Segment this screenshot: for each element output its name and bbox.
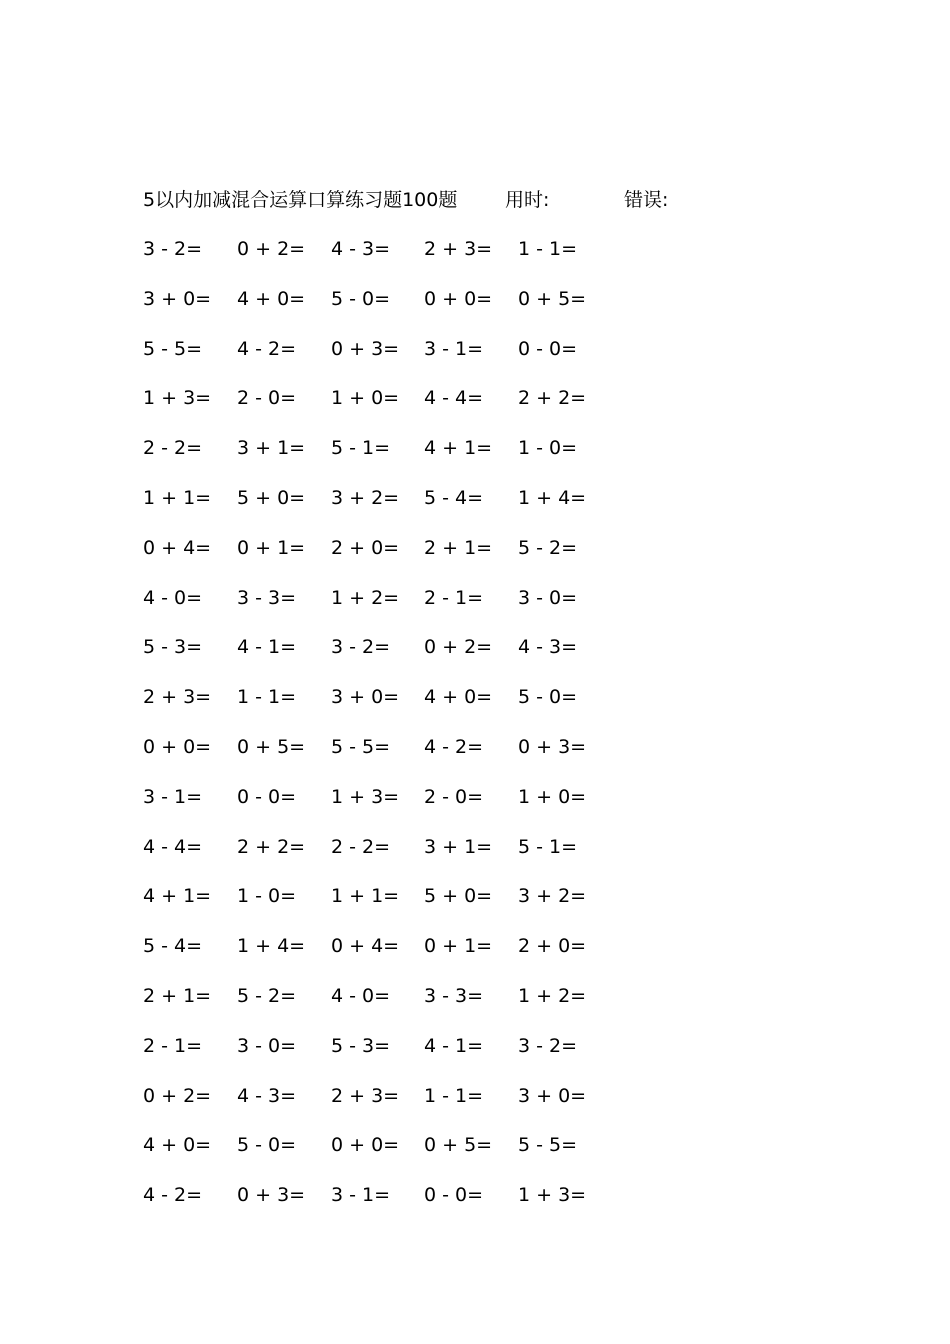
problem-row: [143, 1082, 623, 1132]
math-problem: 3 - 1=: [331, 1184, 391, 1207]
math-problem: 1 + 3=: [331, 785, 400, 808]
problem-row: [143, 584, 623, 634]
math-problem: 2 - 0=: [237, 387, 297, 410]
math-problem: 2 + 2=: [237, 835, 306, 858]
math-problem: 3 + 2=: [331, 486, 400, 509]
math-problem: 3 - 0=: [237, 1034, 297, 1057]
math-problem: 3 - 3=: [424, 984, 484, 1007]
error-count-label: 错误:: [624, 189, 669, 211]
math-problem: 0 + 1=: [424, 935, 493, 958]
math-problem: 2 + 3=: [331, 1084, 400, 1107]
math-problem: 1 + 1=: [143, 486, 212, 509]
math-problem: 4 - 2=: [143, 1184, 203, 1207]
problem-row: [143, 982, 623, 1032]
math-problem: 0 + 3=: [237, 1184, 306, 1207]
math-problem: 5 - 5=: [143, 337, 203, 360]
math-problem: 0 + 1=: [237, 536, 306, 559]
math-problem: 5 - 4=: [143, 935, 203, 958]
time-used-label: 用时:: [505, 189, 550, 211]
math-problem: 2 - 2=: [331, 835, 391, 858]
math-problem: 3 + 1=: [424, 835, 493, 858]
math-problem: 0 + 5=: [424, 1134, 493, 1157]
math-problem: 3 - 2=: [331, 636, 391, 659]
math-problem: 5 - 3=: [143, 636, 203, 659]
math-problem: 0 - 0=: [424, 1184, 484, 1207]
math-problem: 2 + 1=: [143, 984, 212, 1007]
math-problem: 0 - 0=: [518, 337, 578, 360]
math-problem: 0 + 3=: [331, 337, 400, 360]
math-problem: 0 + 5=: [518, 287, 587, 310]
math-problem: 0 + 2=: [424, 636, 493, 659]
math-problem: 1 + 3=: [518, 1184, 587, 1207]
problem-row: [143, 285, 623, 335]
problem-row: [143, 484, 623, 534]
math-problem: 0 + 0=: [143, 735, 212, 758]
math-problem: 5 + 0=: [237, 486, 306, 509]
math-problem: 4 - 4=: [143, 835, 203, 858]
math-problem: 3 - 1=: [424, 337, 484, 360]
math-problem: 1 - 0=: [237, 885, 297, 908]
math-problem: 1 + 3=: [143, 387, 212, 410]
math-problem: 4 - 3=: [237, 1084, 297, 1107]
problem-row: [143, 1131, 623, 1181]
math-problem: 4 + 0=: [237, 287, 306, 310]
math-problem: 3 + 0=: [518, 1084, 587, 1107]
math-problem: 4 - 1=: [237, 636, 297, 659]
math-problem: 3 - 0=: [518, 586, 578, 609]
math-problem: 1 - 0=: [518, 437, 578, 460]
problem-row: [143, 534, 623, 584]
problem-row: [143, 882, 623, 932]
math-problem: 4 - 0=: [331, 984, 391, 1007]
math-problem: 4 - 0=: [143, 586, 203, 609]
math-problem: 4 + 1=: [143, 885, 212, 908]
math-problem: 3 + 0=: [143, 287, 212, 310]
math-problem: 2 - 1=: [143, 1034, 203, 1057]
math-problem: 3 - 2=: [143, 238, 203, 260]
math-problem: 2 - 0=: [424, 785, 484, 808]
math-problem: 1 + 4=: [518, 486, 587, 509]
math-problem: 5 - 3=: [331, 1034, 391, 1057]
math-problem: 4 - 4=: [424, 387, 484, 410]
problem-row: [143, 833, 623, 883]
problem-grid: [143, 235, 623, 1231]
math-problem: 5 - 5=: [331, 735, 391, 758]
math-problem: 5 - 2=: [518, 536, 578, 559]
math-problem: 1 + 4=: [237, 935, 306, 958]
math-problem: 4 - 1=: [424, 1034, 484, 1057]
math-problem: 0 + 2=: [237, 238, 306, 260]
problem-row: [143, 932, 623, 982]
math-problem: 0 - 0=: [237, 785, 297, 808]
math-problem: 1 - 1=: [424, 1084, 484, 1107]
math-problem: 1 + 2=: [518, 984, 587, 1007]
math-problem: 2 + 0=: [331, 536, 400, 559]
math-problem: 0 + 5=: [237, 735, 306, 758]
problem-row: [143, 1032, 623, 1082]
math-problem: 3 + 0=: [331, 686, 400, 709]
math-problem: 1 + 0=: [518, 785, 587, 808]
math-problem: 1 + 1=: [331, 885, 400, 908]
problem-row: [143, 783, 623, 833]
math-problem: 5 - 0=: [331, 287, 391, 310]
math-problem: 4 - 2=: [424, 735, 484, 758]
math-problem: 5 - 4=: [424, 486, 484, 509]
math-problem: 4 - 2=: [237, 337, 297, 360]
math-problem: 3 - 3=: [237, 586, 297, 609]
math-problem: 3 + 2=: [518, 885, 587, 908]
math-problem: 3 - 2=: [518, 1034, 578, 1057]
problem-row: [143, 235, 623, 285]
math-problem: 4 + 0=: [424, 686, 493, 709]
math-problem: 5 - 1=: [331, 437, 391, 460]
problem-row: [143, 633, 623, 683]
math-problem: 2 + 1=: [424, 536, 493, 559]
math-problem: 0 + 0=: [331, 1134, 400, 1157]
math-problem: 2 + 0=: [518, 935, 587, 958]
math-problem: 5 + 0=: [424, 885, 493, 908]
math-problem: 1 + 2=: [331, 586, 400, 609]
math-problem: 5 - 0=: [237, 1134, 297, 1157]
math-problem: 2 + 2=: [518, 387, 587, 410]
math-problem: 0 + 2=: [143, 1084, 212, 1107]
math-problem: 2 + 3=: [143, 686, 212, 709]
math-problem: 5 - 2=: [237, 984, 297, 1007]
math-problem: 1 - 1=: [518, 238, 578, 260]
problem-row: [143, 683, 623, 733]
math-problem: 2 - 1=: [424, 586, 484, 609]
math-problem: 0 + 3=: [518, 735, 587, 758]
math-problem: 2 - 2=: [143, 437, 203, 460]
math-problem: 0 + 4=: [331, 935, 400, 958]
math-problem: 1 - 1=: [237, 686, 297, 709]
problem-row: [143, 1181, 623, 1231]
math-problem: 4 - 3=: [518, 636, 578, 659]
math-problem: 5 - 1=: [518, 835, 578, 858]
math-problem: 5 - 0=: [518, 686, 578, 709]
worksheet-header: [0, 186, 950, 214]
math-problem: 4 + 1=: [424, 437, 493, 460]
math-problem: 5 - 5=: [518, 1134, 578, 1157]
math-problem: 0 + 0=: [424, 287, 493, 310]
math-problem: 2 + 3=: [424, 238, 493, 260]
math-problem: 0 + 4=: [143, 536, 212, 559]
math-problem: 1 + 0=: [331, 387, 400, 410]
problem-row: [143, 434, 623, 484]
page-title: 5以内加减混合运算口算练习题100题: [143, 189, 458, 211]
math-problem: 3 - 1=: [143, 785, 203, 808]
problem-row: [143, 733, 623, 783]
math-problem: 4 + 0=: [143, 1134, 212, 1157]
problem-row: [143, 335, 623, 385]
math-problem: 3 + 1=: [237, 437, 306, 460]
math-problem: 4 - 3=: [331, 238, 391, 260]
problem-row: [143, 384, 623, 434]
